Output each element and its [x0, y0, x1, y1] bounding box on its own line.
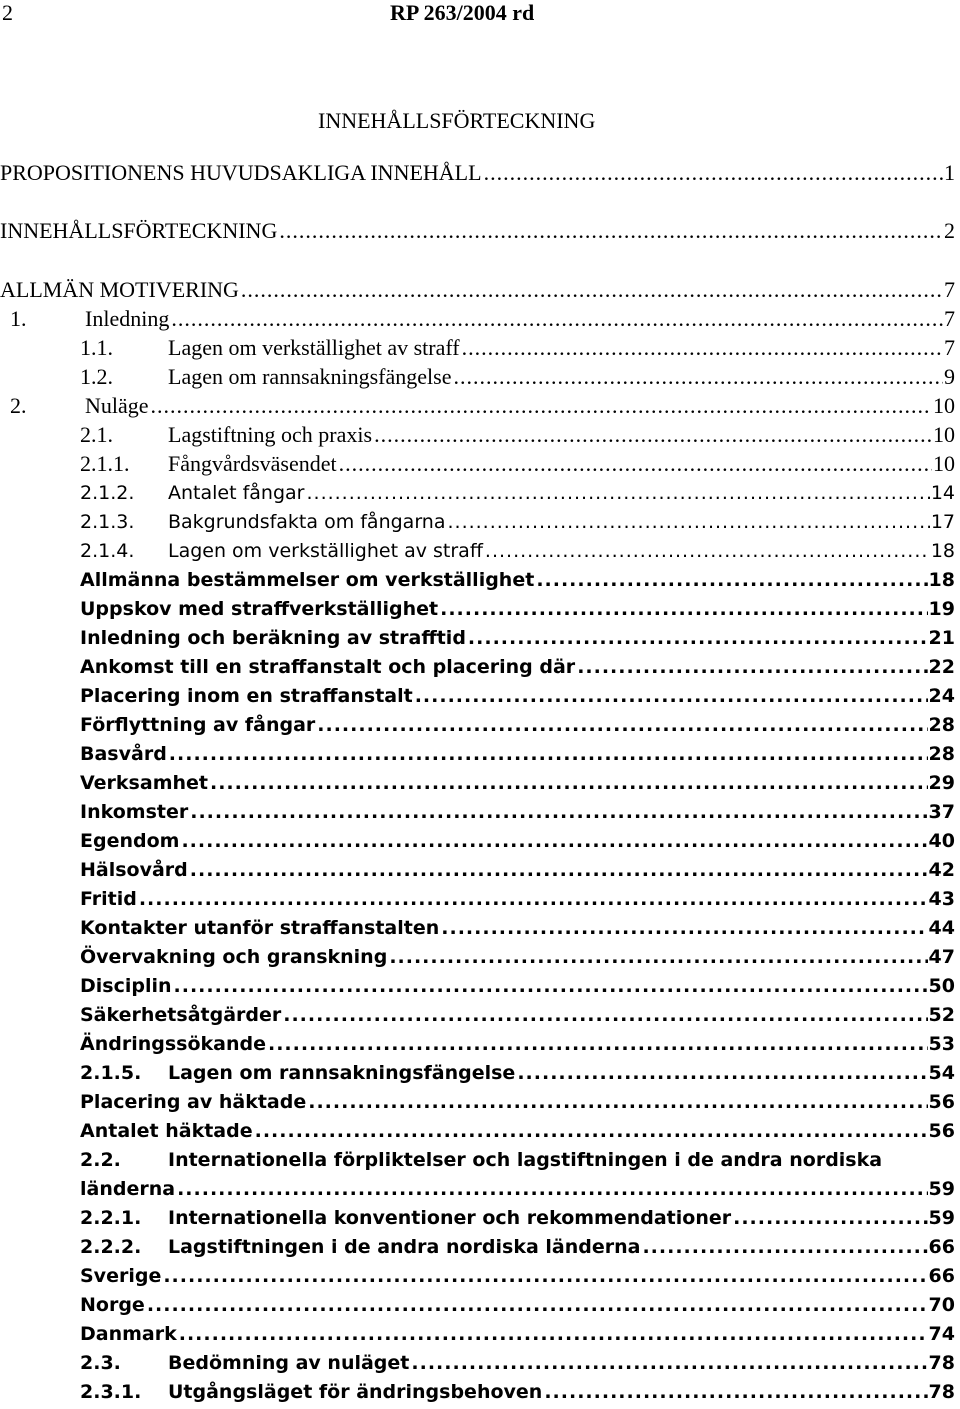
toc-entry-title: Säkerhetsåtgärder — [80, 1004, 282, 1026]
toc-leader-dots — [536, 567, 927, 593]
toc-entry[interactable] — [0, 509, 955, 535]
toc-entry[interactable] — [0, 886, 955, 912]
toc-entry-page: 10 — [933, 451, 955, 476]
toc-leader-dots — [339, 451, 932, 477]
toc-entry-title: Fritid — [80, 888, 137, 910]
toc-leader-dots — [169, 741, 928, 767]
toc-entry-number: 1.1. — [80, 335, 113, 360]
toc-leader-dots — [210, 770, 928, 796]
toc-leader-dots — [190, 799, 927, 825]
toc-leader-dots — [283, 1002, 927, 1028]
toc-entry-page: 54 — [928, 1062, 955, 1084]
toc-entry-title: Uppskov med straffverkställighet — [80, 598, 439, 620]
toc-entry-title: Lagen om verkställighet av straff — [168, 540, 483, 562]
toc-entry-page: 44 — [928, 917, 955, 939]
toc-leader-dots — [163, 1263, 927, 1289]
toc-entry[interactable] — [0, 799, 955, 825]
toc-entry-page: 17 — [930, 511, 955, 533]
toc-entry-title-continued: länderna — [80, 1178, 176, 1200]
toc-leader-dots — [440, 596, 927, 622]
toc-entry[interactable] — [0, 1379, 955, 1405]
toc-entry-page: 2 — [944, 218, 955, 243]
toc-entry-page: 74 — [928, 1323, 955, 1345]
toc-entry[interactable] — [0, 596, 955, 622]
toc-leader-dots — [733, 1205, 927, 1231]
toc-entry-number: 1.2. — [80, 364, 113, 389]
toc-leader-dots — [147, 1292, 928, 1318]
page-number: 2 — [2, 0, 13, 25]
toc-entry-number: 2.3. — [80, 1352, 121, 1374]
toc-entry-page: 56 — [928, 1091, 955, 1113]
toc-entry[interactable] — [0, 741, 955, 767]
toc-entry[interactable] — [0, 915, 955, 941]
toc-entry[interactable] — [0, 1292, 955, 1318]
toc-title: INNEHÅLLSFÖRTECKNING — [318, 108, 596, 133]
toc-entry[interactable] — [0, 1060, 955, 1086]
toc-entry-page: 10 — [933, 393, 955, 418]
toc-leader-dots — [255, 1118, 928, 1144]
toc-entry-page: 14 — [930, 482, 955, 504]
toc-leader-dots — [468, 625, 928, 651]
toc-entry-page: 21 — [928, 627, 955, 649]
toc-entry-title: Lagen om rannsakningsfängelse — [168, 364, 452, 389]
toc-entry-title: Inkomster — [80, 801, 189, 823]
toc-entry-title: Egendom — [80, 830, 180, 852]
toc-entry-title: Placering inom en straffanstalt — [80, 685, 413, 707]
toc-entry-page: 19 — [928, 598, 955, 620]
toc-entry-title: Övervakning och granskning — [80, 946, 388, 968]
toc-entry-title: Inledning — [85, 306, 170, 331]
toc-entry-number: 2.2.2. — [80, 1236, 142, 1258]
toc-entry[interactable] — [0, 944, 955, 970]
toc-entry-page: 28 — [928, 714, 955, 736]
toc-entry-page: 28 — [928, 743, 955, 765]
toc-leader-dots — [139, 886, 928, 912]
toc-entry[interactable] — [0, 218, 955, 244]
toc-leader-dots — [462, 335, 943, 361]
toc-entry-number: 2.1.1. — [80, 451, 130, 476]
toc-leader-dots — [642, 1234, 927, 1260]
toc-entry-page: 66 — [928, 1236, 955, 1258]
toc-leader-dots — [485, 538, 930, 564]
toc-leader-dots — [268, 1031, 928, 1057]
toc-entry-title: INNEHÅLLSFÖRTECKNING — [0, 218, 278, 243]
toc-entry-page: 18 — [928, 569, 955, 591]
toc-leader-dots — [577, 654, 927, 680]
toc-entry[interactable] — [0, 1205, 955, 1231]
toc-entry[interactable] — [0, 1234, 955, 1260]
toc-entry-page: 1 — [944, 160, 955, 185]
toc-entry-page: 29 — [928, 772, 955, 794]
toc-entry-number: 2.1. — [80, 422, 113, 447]
toc-entry-title: Bedömning av nuläget — [168, 1352, 410, 1374]
toc-entry-page: 78 — [928, 1381, 955, 1403]
toc-entry[interactable] — [0, 683, 955, 709]
toc-entry-title: Kontakter utanför straffanstalten — [80, 917, 440, 939]
toc-entry-title: ALLMÄN MOTIVERING — [0, 277, 239, 302]
toc-entry-page: 37 — [928, 801, 955, 823]
toc-entry[interactable] — [0, 538, 955, 564]
toc-entry-title: Lagen om rannsakningsfängelse — [168, 1062, 516, 1084]
toc-entry-number: 1. — [10, 306, 27, 331]
toc-entry-page: 53 — [928, 1033, 955, 1055]
toc-entry-page: 7 — [944, 335, 955, 360]
toc-entry-title: Allmänna bestämmelser om verkställighet — [80, 569, 535, 591]
toc-entry-title: Danmark — [80, 1323, 177, 1345]
toc-entry-title: Ankomst till en straffanstalt och placering där — [80, 656, 576, 678]
toc-leader-dots — [190, 857, 928, 883]
toc-entry-title: Utgångsläget för ändringsbehoven — [168, 1381, 543, 1403]
toc-entry[interactable] — [0, 1089, 955, 1115]
toc-entry-page: 10 — [933, 422, 955, 447]
toc-entry-title: Lagstiftningen i de andra nordiska länderna — [168, 1236, 641, 1258]
toc-entry[interactable] — [0, 625, 955, 651]
toc-entry[interactable] — [0, 364, 955, 390]
toc-entry[interactable] — [0, 770, 955, 796]
toc-entry[interactable] — [0, 335, 955, 361]
toc-entry-page: 66 — [928, 1265, 955, 1287]
toc-entry-title: Hälsovård — [80, 859, 188, 881]
toc-leader-dots — [181, 828, 927, 854]
toc-entry-title: Placering av häktade — [80, 1091, 307, 1113]
toc-entry-page: 7 — [944, 277, 955, 302]
toc-entry-title: Lagstiftning och praxis — [168, 422, 373, 447]
toc-entry-page: 9 — [944, 364, 955, 389]
toc-entry[interactable] — [0, 393, 955, 419]
toc-entry[interactable] — [0, 1321, 955, 1347]
toc-entry[interactable] — [0, 857, 955, 883]
toc-leader-dots — [374, 422, 932, 448]
toc-entry[interactable] — [0, 1118, 955, 1144]
toc-entry[interactable] — [0, 654, 955, 680]
toc-leader-dots — [279, 218, 943, 244]
toc-entry-number: 2.1.2. — [80, 482, 135, 504]
toc-entry-page: 18 — [930, 540, 955, 562]
toc-entry-number: 2.1.4. — [80, 540, 135, 562]
toc-entry-page: 50 — [928, 975, 955, 997]
toc-entry-title: Lagen om verkställighet av straff — [168, 335, 460, 360]
toc-leader-dots — [177, 1176, 927, 1202]
toc-leader-dots — [174, 973, 928, 999]
toc-entry-page: 59 — [928, 1178, 955, 1200]
toc-entry[interactable] — [0, 451, 955, 477]
toc-entry-number: 2.1.5. — [80, 1062, 142, 1084]
toc-leader-dots — [484, 160, 943, 186]
toc-entry-title: PROPOSITIONENS HUVUDSAKLIGA INNEHÅLL — [0, 160, 482, 185]
toc-entry-page: 43 — [928, 888, 955, 910]
toc-leader-dots — [171, 306, 943, 332]
toc-entry[interactable] — [0, 1263, 955, 1289]
toc-entry-title: Norge — [80, 1294, 145, 1316]
toc-entry-number: 2.3.1. — [80, 1381, 142, 1403]
toc-leader-dots — [441, 915, 927, 941]
toc-entry-title: Antalet fångar — [168, 482, 305, 504]
toc-entry[interactable] — [0, 306, 955, 332]
toc-leader-dots — [317, 712, 927, 738]
toc-entry[interactable] — [0, 973, 955, 999]
toc-entry[interactable] — [0, 1031, 955, 1057]
toc-entry-page: 59 — [928, 1207, 955, 1229]
toc-entry-page: 47 — [928, 946, 955, 968]
toc-entry[interactable] — [0, 1002, 955, 1028]
toc-entry[interactable] — [0, 567, 955, 593]
toc-entry-title: Sverige — [80, 1265, 162, 1287]
toc-leader-dots — [411, 1350, 927, 1376]
toc-entry-number: 2.2.1. — [80, 1207, 142, 1229]
toc-entry-page: 22 — [928, 656, 955, 678]
toc-entry-title: Ändringssökande — [80, 1033, 266, 1055]
toc-entry[interactable] — [0, 712, 955, 738]
toc-entry[interactable] — [0, 1350, 955, 1376]
toc-entry-page: 40 — [928, 830, 955, 852]
toc-leader-dots — [306, 480, 929, 506]
toc-entry-title: Fångvårdsväsendet — [168, 451, 337, 476]
toc-entry[interactable] — [0, 480, 955, 506]
toc-entry[interactable] — [0, 1147, 955, 1173]
toc-leader-dots — [447, 509, 929, 535]
toc-entry-number: 2.1.3. — [80, 511, 135, 533]
toc-entry-title: Inledning och beräkning av strafftid — [80, 627, 466, 649]
toc-entry-page: 70 — [928, 1294, 955, 1316]
toc-entry-title: Nuläge — [85, 393, 149, 418]
toc-entry-title: Internationella konventioner och rekommendationer — [168, 1207, 732, 1229]
toc-leader-dots — [151, 393, 932, 419]
toc-entry-page: 42 — [928, 859, 955, 881]
toc-entry-number: 2. — [10, 393, 27, 418]
toc-leader-dots — [415, 683, 928, 709]
toc-entry-continuation[interactable] — [0, 1176, 955, 1202]
toc-leader-dots — [308, 1089, 927, 1115]
toc-entry-title: Verksamhet — [80, 772, 208, 794]
toc-leader-dots — [179, 1321, 928, 1347]
toc-entry-page: 56 — [928, 1120, 955, 1142]
toc-entry-title: Förflyttning av fångar — [80, 714, 316, 736]
toc-entry-title: Bakgrundsfakta om fångarna — [168, 511, 446, 533]
toc-entry[interactable] — [0, 160, 955, 186]
toc-entry-title: Antalet häktade — [80, 1120, 253, 1142]
toc-entry-title: Basvård — [80, 743, 167, 765]
toc-entry[interactable] — [0, 828, 955, 854]
toc-leader-dots — [241, 277, 943, 303]
toc-leader-dots — [389, 944, 927, 970]
toc-entry[interactable] — [0, 277, 955, 303]
toc-entry-page: 52 — [928, 1004, 955, 1026]
toc-entry-page: 78 — [928, 1352, 955, 1374]
toc-leader-dots — [544, 1379, 927, 1405]
running-head: RP 263/2004 rd — [390, 0, 535, 25]
toc-entry-page: 7 — [944, 306, 955, 331]
toc-entry-page: 24 — [928, 685, 955, 707]
toc-entry[interactable] — [0, 422, 955, 448]
toc-leader-dots — [517, 1060, 927, 1086]
toc-entry-title: Internationella förpliktelser och lagstiftningen i de andra nordiska — [168, 1149, 883, 1171]
toc-entry-number: 2.2. — [80, 1149, 121, 1171]
toc-leader-dots — [453, 364, 943, 390]
toc-entry-title: Disciplin — [80, 975, 172, 997]
